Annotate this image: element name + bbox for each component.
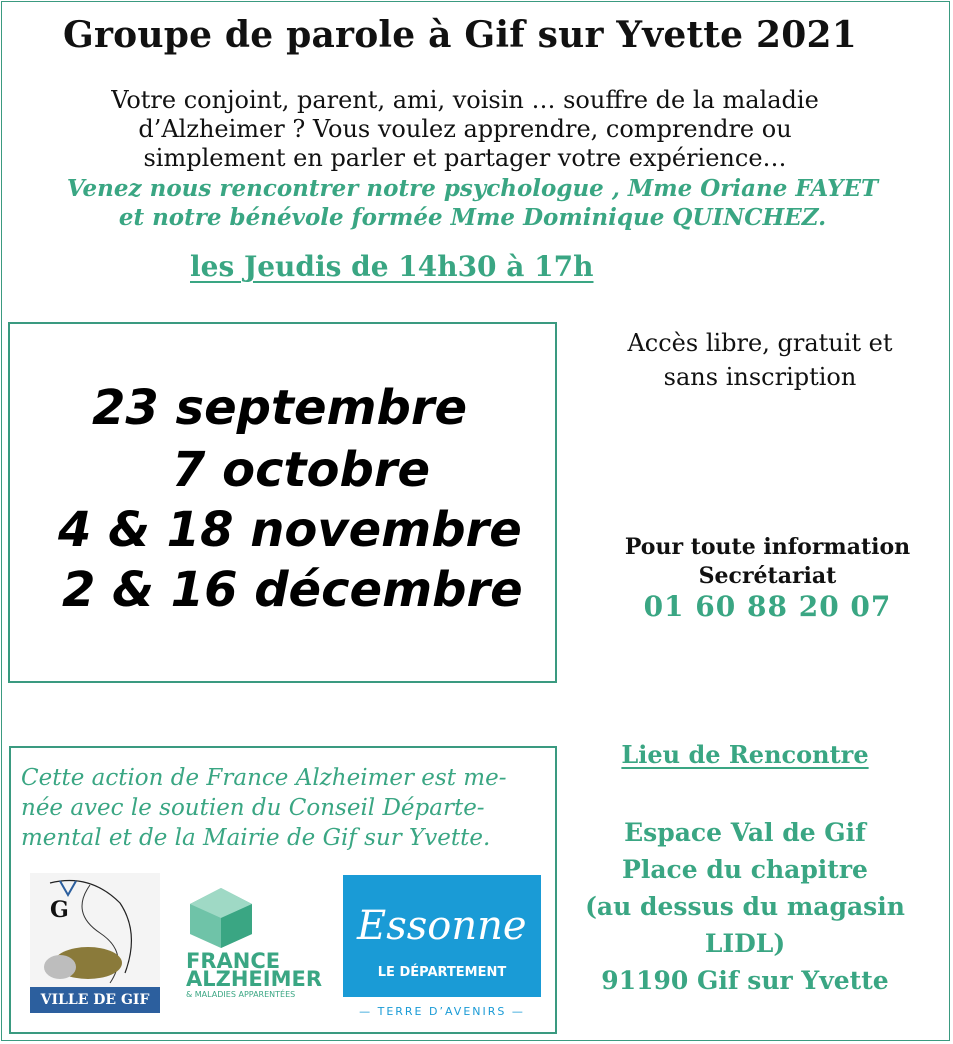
venue-line: 91190 Gif sur Yvette <box>601 966 889 995</box>
venue-line: Place du chapitre <box>622 855 868 884</box>
essonne-logo <box>343 875 541 1025</box>
fa-line: FRANCE <box>186 949 281 973</box>
svg-text:G: G <box>50 897 69 923</box>
schedule-heading: les Jeudis de 14h30 à 17h <box>190 250 594 283</box>
essonne-block <box>343 875 541 997</box>
date-item: 23 septembre <box>92 380 468 436</box>
contact-line: Secrétariat <box>698 563 837 589</box>
date-item: 4 & 18 novembre <box>58 502 522 558</box>
ville-de-gif-logo <box>30 873 160 1013</box>
contact-line: Pour toute information <box>624 534 911 560</box>
support-line: née avec le soutien du Conseil Départe- <box>21 795 485 821</box>
date-item: 2 & 16 décembre <box>62 562 523 618</box>
contact-info <box>600 533 935 591</box>
essonne-department: LE DÉPARTEMENT <box>377 965 507 980</box>
france-alzheimer-wordmark <box>186 949 323 991</box>
france-alzheimer-subtitle: & MALADIES APPARENTÉES <box>186 990 296 999</box>
ville-de-gif-label: VILLE DE GIF <box>30 987 160 1013</box>
date-item: 7 octobre <box>172 442 431 498</box>
invitation-line: et notre bénévole formée Mme Dominique QUINCHEZ. <box>118 204 827 231</box>
essonne-tagline: — TERRE D’AVENIRS — <box>359 1005 525 1018</box>
venue-line: LIDL) <box>704 929 786 958</box>
access-line: sans inscription <box>663 363 857 391</box>
essonne-wordmark: Essonne <box>357 903 527 949</box>
fa-line: ALZHEIMER <box>186 967 323 991</box>
intro-line: d’Alzheimer ? Vous voulez apprendre, comprendre ou <box>138 115 792 143</box>
intro-text <box>20 86 910 173</box>
support-text <box>21 763 541 853</box>
venue-address <box>570 814 920 999</box>
venue-title: Lieu de Rencontre <box>621 740 869 769</box>
page-title: Groupe de parole à Gif sur Yvette 2021 <box>63 14 857 56</box>
access-line: Accès libre, gratuit et <box>627 329 893 357</box>
invitation-text <box>10 174 935 232</box>
support-line: Cette action de France Alzheimer est me- <box>21 765 507 791</box>
france-alzheimer-logo <box>186 886 326 1006</box>
support-line: mental et de la Mairie de Gif sur Yvette. <box>21 825 491 851</box>
intro-line: Votre conjoint, parent, ami, voisin … souffre de la maladie <box>111 86 819 114</box>
venue-line: (au dessus du magasin <box>585 892 905 921</box>
access-info <box>590 326 930 394</box>
venue-line: Espace Val de Gif <box>624 818 866 847</box>
ville-de-gif-emblem-icon <box>30 873 160 987</box>
phone-number: 01 60 88 20 07 <box>643 590 892 623</box>
intro-line: simplement en parler et partager votre expérience… <box>143 144 787 172</box>
hexagon-icon <box>186 886 256 950</box>
invitation-line: Venez nous rencontrer notre psychologue , Mme Oriane FAYET <box>66 175 879 202</box>
